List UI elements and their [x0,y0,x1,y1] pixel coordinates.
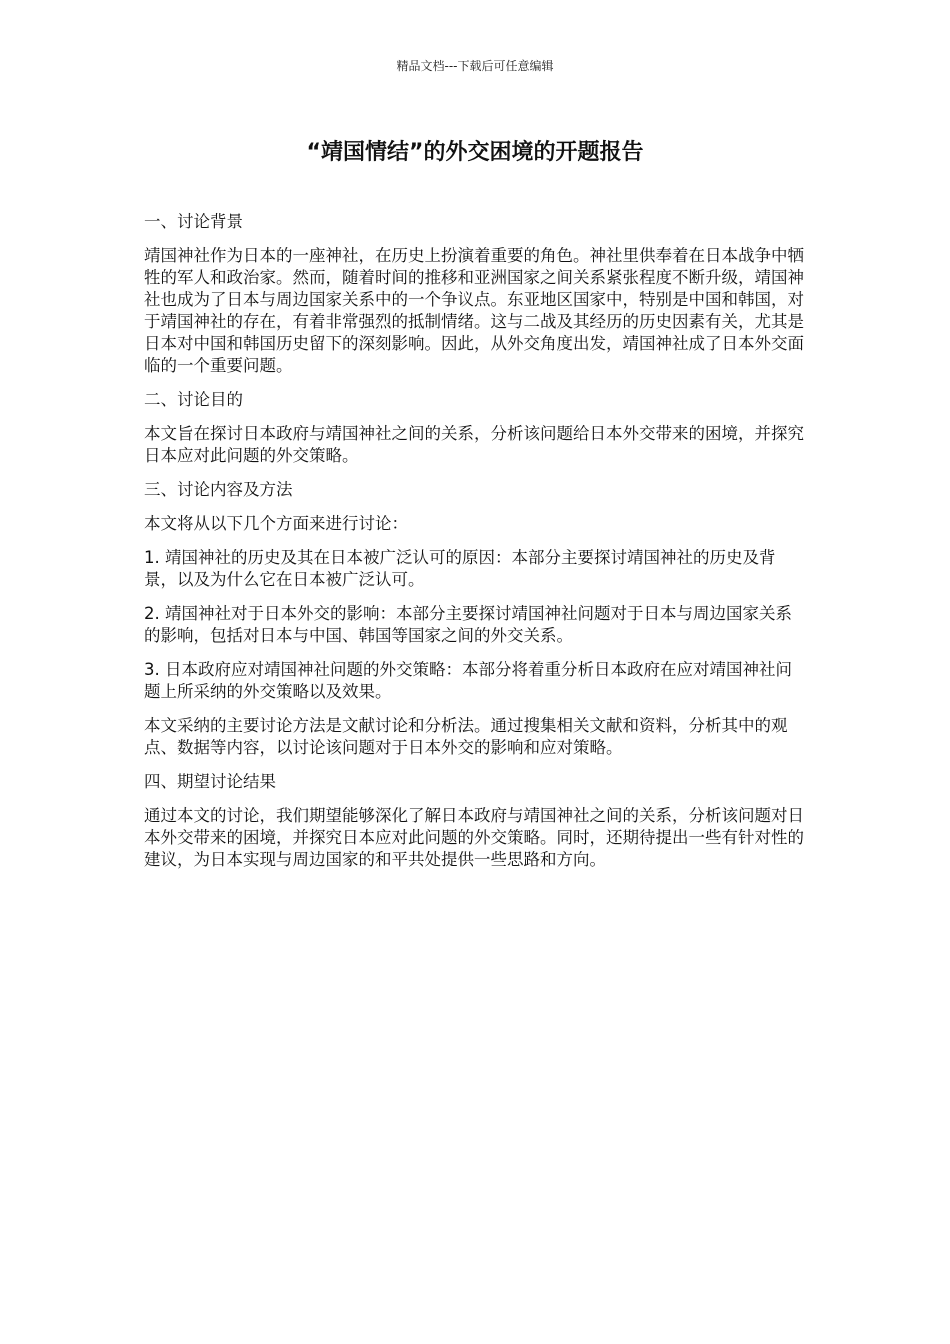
document-body [144,211,804,883]
list-item-3: 3. 日本政府应对靖国神社问题的外交策略：本部分将着重分析日本政府在应对靖国神社问题上所采纳的外交策略以及效果。 [144,660,792,701]
document-title: “靖国情结”的外交困境的开题报告 [306,140,644,165]
paragraph-expected-results: 通过本文的讨论，我们期望能够深化了解日本政府与靖国神社之间的关系，分析该问题对日本外交带来的困境，并探究日本应对此问题的外交策略。同时，还期待提出一些有针对性的建议，为日本实现与周边国家的和平共处提供一些思路和方向。 [144,806,804,869]
header-note: 精品文档---下载后可任意编辑 [396,59,554,73]
section-heading-background: 一、讨论背景 [144,212,243,231]
paragraph-method: 本文采纳的主要讨论方法是文献讨论和分析法。通过搜集相关文献和资料，分析其中的观点、数据等内容，以讨论该问题对于日本外交的影响和应对策略。 [144,716,788,757]
list-item-1: 1. 靖国神社的历史及其在日本被广泛认可的原因：本部分主要探讨靖国神社的历史及背景，以及为什么它在日本被广泛认可。 [144,548,776,589]
section-heading-purpose: 二、讨论目的 [144,390,243,409]
paragraph-background: 靖国神社作为日本的一座神社，在历史上扮演着重要的角色。神社里供奉着在日本战争中牺牲的军人和政治家。然而，随着时间的推移和亚洲国家之间关系紧张程度不断升级，靖国神社也成为了日本与周边国家关系中的一个争议点。东亚地区国家中，特别是中国和韩国，对于靖国神社的存在，有着非常强烈的抵制情绪。这与二战及其经历的历史因素有关，尤其是日本对中国和韩国历史留下的深刻影响。因此，从外交角度出发，靖国神社成了日本外交面临的一个重要问题。 [144,246,804,375]
paragraph-purpose: 本文旨在探讨日本政府与靖国神社之间的关系，分析该问题给日本外交带来的困境，并探究日本应对此问题的外交策略。 [144,424,804,465]
section-heading-content-method: 三、讨论内容及方法 [144,480,293,499]
section-heading-expected-results: 四、期望讨论结果 [144,772,276,791]
paragraph-content-intro: 本文将从以下几个方面来进行讨论： [144,514,408,533]
list-item-2: 2. 靖国神社对于日本外交的影响：本部分主要探讨靖国神社问题对于日本与周边国家关系的影响，包括对日本与中国、韩国等国家之间的外交关系。 [144,604,792,645]
